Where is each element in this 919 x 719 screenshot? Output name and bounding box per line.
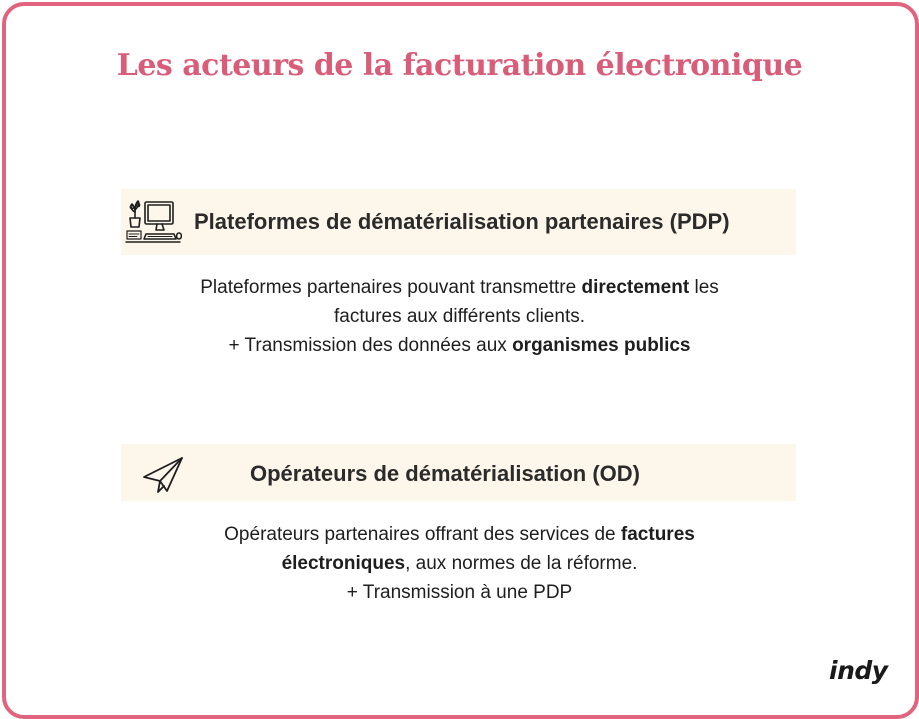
card-frame bbox=[2, 2, 919, 719]
section-od-line-3: + Transmission à une PDP bbox=[346, 582, 573, 603]
section-od-description bbox=[0, 520, 919, 607]
section-od-line-2: électroniques, aux normes de la réforme. bbox=[281, 553, 638, 574]
section-pdp-line-3: + Transmission des données aux organismes publics bbox=[228, 335, 691, 356]
section-pdp-description bbox=[0, 273, 919, 360]
section-od-heading: Opérateurs de dématérialisation (OD) bbox=[250, 461, 640, 486]
section-od-line-1: Opérateurs partenaires offrant des services de factures bbox=[224, 524, 695, 545]
section-pdp-line-2: factures aux différents clients. bbox=[334, 306, 585, 327]
indy-logo: indy bbox=[829, 656, 888, 685]
page-title: Les acteurs de la facturation électronique bbox=[116, 48, 803, 83]
paper-plane-icon bbox=[141, 455, 185, 495]
section-pdp-heading: Plateformes de dématérialisation partenaires (PDP) bbox=[194, 209, 730, 234]
section-pdp-line-1: Plateformes partenaires pouvant transmettre directement les bbox=[200, 277, 719, 298]
computer-desk-icon bbox=[124, 198, 182, 246]
